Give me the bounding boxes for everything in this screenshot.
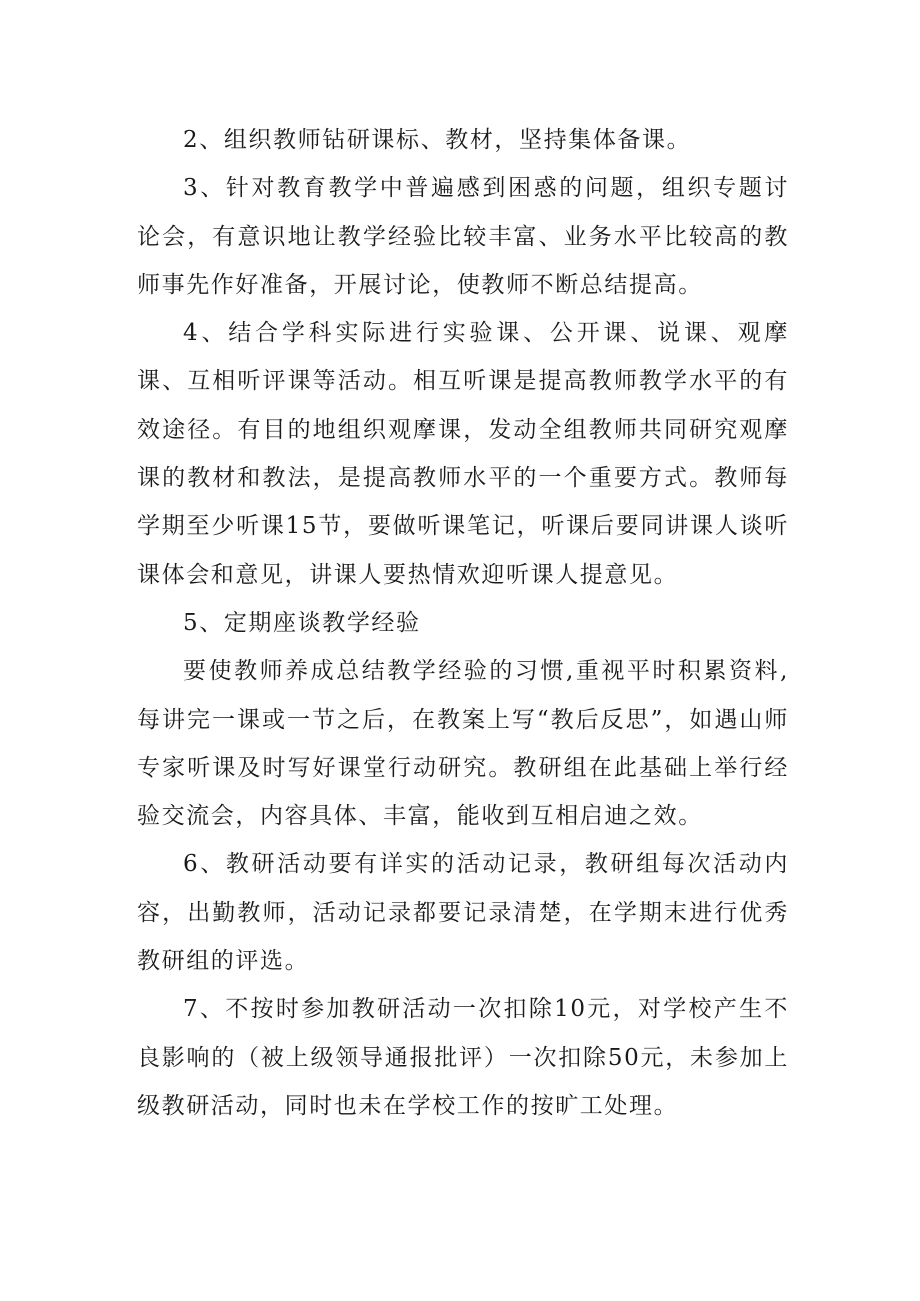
paragraph-item-5-body: 要使教师养成总结教学经验的习惯,重视平时积累资料,每讲完一课或一节之后，在教案上写“教后反思”，如遇山师专家听课及时写好课堂行动研究。教研组在此基础上举行经验交流会，内容具体、丰富，能收到互相启迪之效。	[137, 658, 789, 830]
paragraph-item-7: 7、不按时参加教研活动一次扣除10元，对学校产生不良影响的（被上级领导通报批评）一次扣除50元，未参加上级教研活动，同时也未在学校工作的按旷工处理。	[137, 996, 789, 1119]
paragraph-item-6: 6、教研活动要有详实的活动记录，教研组每次活动内容，出勤教师，活动记录都要记录清楚，在学期末进行优秀教研组的评选。	[137, 851, 789, 975]
paragraph-item-2: 2、组织教师钻研课标、教材，坚持集体备课。	[183, 127, 692, 153]
paragraph-item-5-heading: 5、定期座谈教学经验	[183, 609, 421, 636]
document-body	[137, 116, 789, 1130]
paragraph-item-3: 3、针对教育教学中普遍感到困惑的问题，组织专题讨论会，有意识地让教学经验比较丰富、业务水平比较高的教师事先作好准备，开展讨论，使教师不断总结提高。	[137, 175, 789, 298]
paragraph-item-4: 4、结合学科实际进行实验课、公开课、说课、观摩课、互相听评课等活动。相互听课是提高教师教学水平的有效途径。有目的地组织观摩课，发动全组教师共同研究观摩课的教材和教法，是提高教师水平的一个重要方式。教师每学期至少听课15节，要做听课笔记，听课后要同讲课人谈听课体会和意见，讲课人要热情欢迎听课人提意见。	[137, 320, 789, 588]
